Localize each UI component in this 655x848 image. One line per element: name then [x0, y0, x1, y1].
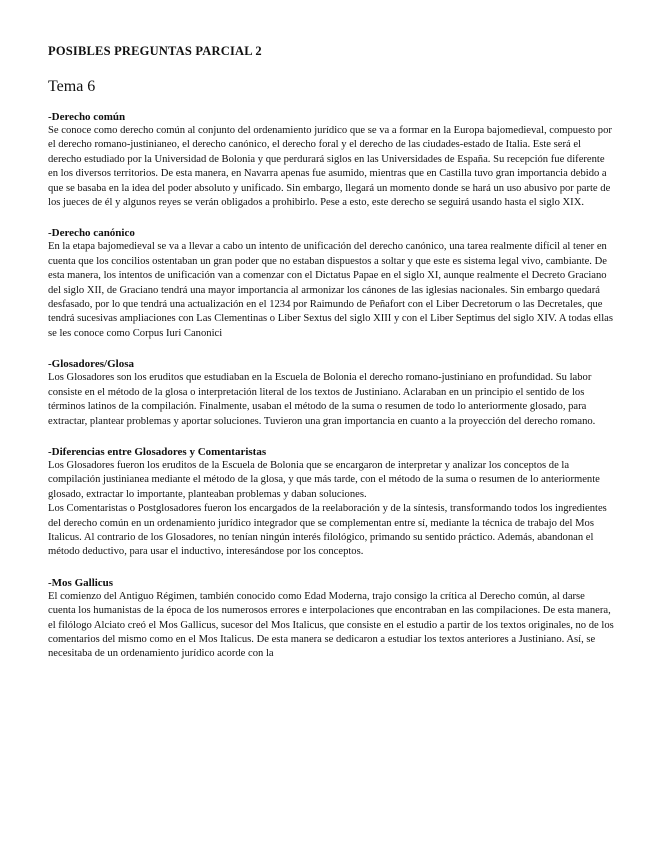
- section-diferencias: [48, 445, 614, 560]
- section-glosadores: [48, 357, 614, 429]
- section-heading: -Diferencias entre Glosadores y Comentaristas: [48, 445, 267, 458]
- section-heading: -Mos Gallicus: [48, 576, 114, 589]
- section-derecho-canonico: [48, 226, 614, 341]
- section-paragraph: En la etapa bajomedieval se va a llevar a cabo un intento de unificación del derecho canónico, una tarea realmente difícil al tener en cuenta que los concilios ostentaban un gran poder que no estaban dispuestos a soltar y que este es sistema legal vivo, cambiante. De esta manera, los intentos de unificación van a comenzar con el Dictatus Papae en el siglo XI, aunque realmente el Decreto Graciano del siglo XII, de Graciano tendrá una mayor importancia al armonizar los cánones de las iglesias nacionales. Sin embargo quedará desfasado, por lo que tendrá una actualización en el 1234 por Raimundo de Peñafort con el Liber Decretorum o las Decretales, que tendrá sucesivas ampliaciones con Las Clementinas o Liber Sextus del siglo XIII y con el Liber Septimus del siglo XIV. A todas ellas se les conoce como Corpus Iuri Canonici: [48, 241, 613, 339]
- section-heading: -Derecho común: [48, 111, 126, 123]
- section-mos-gallicus: [48, 576, 614, 662]
- section-derecho-comun: [48, 110, 614, 210]
- section-paragraph: Se conoce como derecho común al conjunto del ordenamiento jurídico que se va a formar en la Europa bajomedieval, compuesto por el derecho romano-justinianeo, el derecho canónico, el derecho foral y el derecho de las ciudades-estado de Italia. Este será el derecho estudiado por la Universidad de Bolonia y que perdurará siglos en las Universidades de España. Su recepción fue diferente en los diversos territorios. De esta manera, en Navarra apenas fue asumido, mientras que en Castilla tuvo gran importancia debido a que se basaba en la idea del poder absoluto y unificado. Sin embargo, llegará un momento donde se hará un uso abusivo por parte de los jueces de él y algunos reyes se verán obligados a prohibirlo. Pese a esto, este derecho se seguirá usando hasta el siglo XIX.: [48, 125, 612, 209]
- document-title: POSIBLES PREGUNTAS PARCIAL 2: [48, 44, 262, 58]
- section-paragraph: Los Comentaristas o Postglosadores fueron los encargados de la reelaboración y de la síntesis, transformando todos los ingredientes del derecho común en un ordenamiento jurídico integrador que se complementan entre sí, mediante la técnica de trabajo del Mos Italicus. Al contrario de los Glosadores, no tenían ningún interés filológico, primando su sentido práctico. Además, abandonan el método deductivo, para usar el inductivo, interesándose por los conceptos.: [48, 503, 607, 558]
- document-subtitle: Tema 6: [48, 78, 96, 95]
- section-paragraph: El comienzo del Antiguo Régimen, también conocido como Edad Moderna, trajo consigo la crítica al Derecho común, al darse cuenta los humanistas de la época de los numerosos errores e interpolaciones que encontraban en las compilaciones. De esta manera, el filólogo Alciato creó el Mos Gallicus, sucesor del Mos Italicus, que consiste en el estudio a partir de los textos originales, no de los comentarios del mismo como en el Mos Italicus. De esta manera se dedicaron a estudiar los textos anteriores a Justiniano. Así, se necesitaba de un ordenamiento jurídico acorde con la: [48, 590, 614, 660]
- section-heading: -Derecho canónico: [48, 227, 135, 240]
- section-heading: -Glosadores/Glosa: [48, 358, 134, 371]
- section-paragraph: Los Glosadores son los eruditos que estudiaban en la Escuela de Bolonia el derecho romano-justiniano en profundidad. Su labor consiste en el método de la glosa o interpretación literal de los textos de Justiniano. Aclaraban en un principio el sentido de los términos latinos de la compilación. Finalmente, usaban el método de la suma o resumen de todo lo anteriormente glosado, para extractar, plantear problemas y aportar soluciones. Tuvieron una gran importancia en cuanto a la proyección del derecho romano.: [48, 372, 596, 427]
- section-paragraph: Los Glosadores fueron los eruditos de la Escuela de Bolonia que se encargaron de interpretar y analizar los conceptos de la compilación justinianea mediante el método de la glosa, y que más tarde, con el método de la suma o resumen de lo anteriormente glosado, extractar lo importante, planteaban problemas y daban soluciones.: [48, 459, 600, 500]
- document-page: [48, 44, 614, 678]
